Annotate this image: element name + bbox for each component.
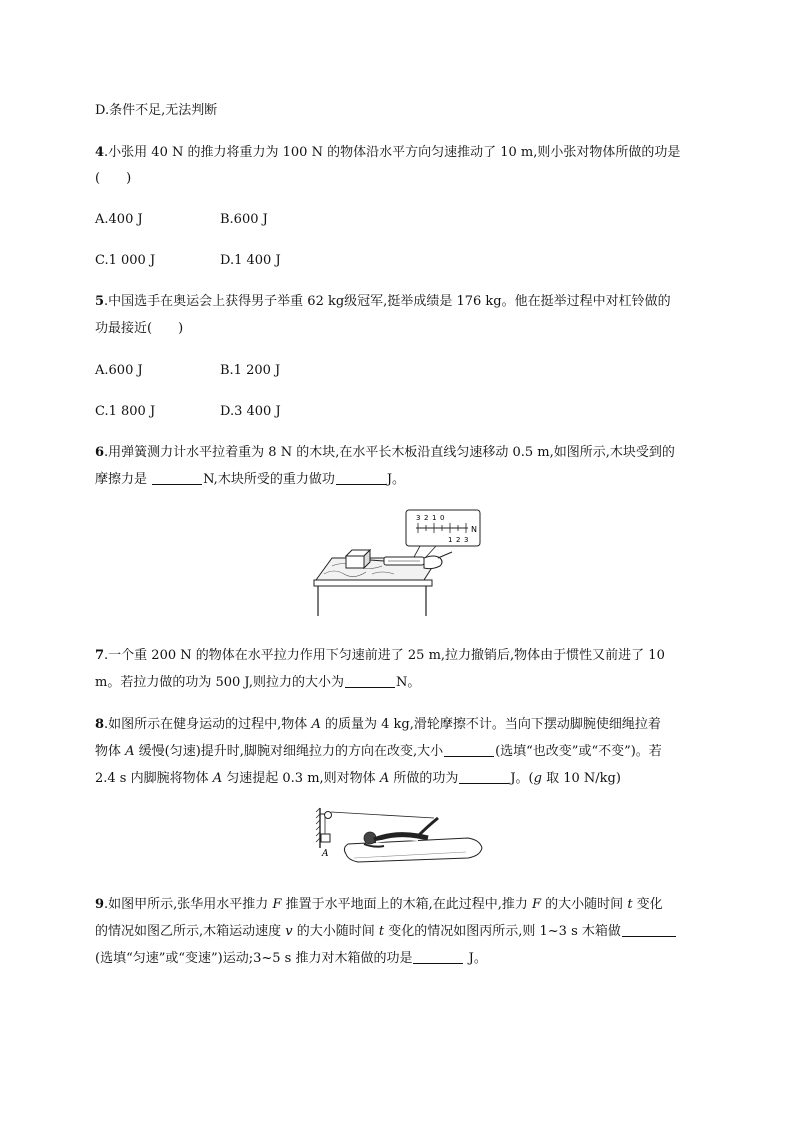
question-number: 6 xyxy=(95,445,105,460)
question-number: 4 xyxy=(95,145,105,160)
question-9-line2: 的情况如图乙所示,木箱运动速度 v 的大小随时间 t 变化的情况如图丙所示,则 1~3 s 木箱做 xyxy=(95,923,677,941)
question-8-line2: 物体 A 缓慢(匀速)提升时,脚腕对细绳拉力的方向在改变,大小 (选填“也改变”或“不变”)。若 xyxy=(95,744,662,759)
option-d[interactable]: D.3 400 J xyxy=(220,404,281,419)
question-number: 7 xyxy=(95,648,105,663)
question-7-line2: m。若拉力做的功为 500 J,则拉力的大小为 N。 xyxy=(95,675,421,690)
question-8: 8.如图所示在健身运动的过程中,物体 A 的质量为 4 kg,滑轮摩擦不计。当向下摆动脚腕使细绳拉着 xyxy=(95,717,661,732)
option-b[interactable]: B.600 J xyxy=(220,212,268,227)
scale-label: 1 xyxy=(432,514,437,522)
option-d[interactable]: D.1 400 J xyxy=(220,253,281,268)
question-9: 9.如图甲所示,张华用水平推力 F 推置于水平地面上的木箱,在此过程中,推力 F 的大小随时间 t 变化 xyxy=(95,897,663,912)
question-5-line2: 功最接近( ) xyxy=(95,321,184,336)
question-number: 9 xyxy=(95,897,105,912)
question-number: 8 xyxy=(95,717,105,732)
question-6 xyxy=(95,444,675,462)
question-8-line3: 2.4 s 内脚腕将物体 A 匀速提起 0.3 m,则对物体 A 所做的功为 J。(g 取 10 N/kg) xyxy=(95,771,621,786)
question-text: .中国选手在奥运会上获得男子举重 62 kg级冠军,挺举成绩是 176 kg。他在挺举过程中对杠铃做的 xyxy=(104,294,671,309)
option-c[interactable]: C.1 000 J xyxy=(95,253,156,268)
question-7 xyxy=(95,647,665,665)
scale-unit: N xyxy=(471,525,477,534)
scale-label: 0 xyxy=(440,514,445,522)
answer-blank[interactable] xyxy=(345,675,395,688)
question-text: .小张用 40 N 的推力将重力为 100 N 的物体沿水平方向匀速推动了 10 m,则小张对物体所做的功是 xyxy=(104,145,681,160)
answer-blank[interactable] xyxy=(444,744,494,757)
question-4 xyxy=(95,144,680,162)
scale-label: 2 xyxy=(424,514,429,522)
answer-blank[interactable] xyxy=(459,771,509,784)
scale-label: 2 xyxy=(456,536,461,544)
question-9-line3: (选填“匀速”或“变速”)运动;3~5 s 推力对木箱做的功是 J。 xyxy=(95,951,487,966)
prev-option-d: D.条件不足,无法判断 xyxy=(95,103,218,118)
answer-blank[interactable] xyxy=(413,951,463,964)
question-6-line2: 摩擦力是 N,木块所受的重力做功 J。 xyxy=(95,472,406,487)
option-b[interactable]: B.1 200 J xyxy=(220,363,281,378)
question-text: .用弹簧测力计水平拉着重为 8 N 的木块,在水平长木板沿直线匀速移动 0.5 m,如图所示,木块受到的 xyxy=(104,445,675,460)
option-a[interactable]: A.400 J xyxy=(95,212,143,227)
scale-label: 3 xyxy=(464,536,469,544)
answer-blank[interactable] xyxy=(622,924,676,937)
question-number: 5 xyxy=(95,294,105,309)
fitness-pulley-figure xyxy=(314,806,488,868)
scale-label: 1 xyxy=(448,536,453,544)
scale-label: 3 xyxy=(416,514,421,522)
option-a[interactable]: A.600 J xyxy=(95,363,143,378)
question-4-bracket: ( ) xyxy=(95,171,132,186)
answer-blank[interactable] xyxy=(336,472,386,485)
option-c[interactable]: C.1 800 J xyxy=(95,404,156,419)
spring-scale-figure xyxy=(312,508,484,620)
weight-label: A xyxy=(322,849,329,859)
question-5 xyxy=(95,293,671,311)
answer-blank[interactable] xyxy=(152,472,202,485)
question-text: .一个重 200 N 的物体在水平拉力作用下匀速前进了 25 m,拉力撤销后,物体由于惯性又前进了 10 xyxy=(104,648,665,663)
